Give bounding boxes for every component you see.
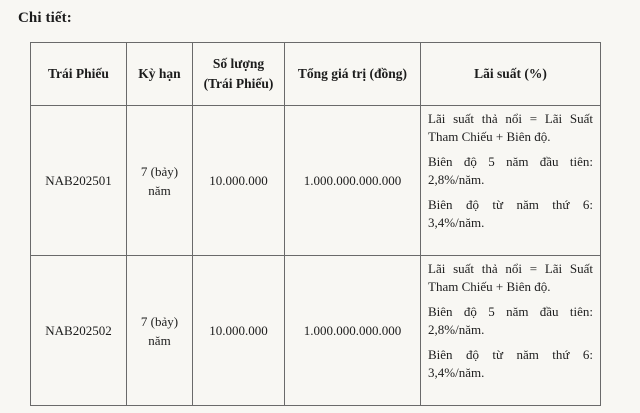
table-header-row <box>31 43 601 106</box>
header-total-value: Tổng giá trị (đồng) <box>285 43 421 106</box>
cell-term-line2: năm <box>148 182 171 198</box>
header-quantity-line2: (Trái Phiếu) <box>203 76 274 91</box>
header-bond: Trái Phiếu <box>31 43 127 106</box>
cell-quantity: 10.000.000 <box>193 256 285 406</box>
cell-rate <box>421 256 601 406</box>
cell-term-line2: năm <box>148 332 171 348</box>
cell-total-value: 1.000.000.000.000 <box>285 256 421 406</box>
cell-total-value: 1.000.000.000.000 <box>285 106 421 256</box>
rate-formula: Lãi suất thả nổi = Lãi Suất Tham Chiếu + Biên độ. <box>428 261 593 294</box>
bond-details-table <box>30 42 601 406</box>
table-row <box>31 106 601 256</box>
cell-bond-code: NAB202502 <box>31 256 127 406</box>
cell-term <box>127 256 193 406</box>
header-quantity <box>193 43 285 106</box>
header-term: Kỳ hạn <box>127 43 193 106</box>
header-rate: Lãi suất (%) <box>421 43 601 106</box>
header-quantity-line1: Số lượng <box>212 56 265 71</box>
cell-bond-code: NAB202501 <box>31 106 127 256</box>
rate-formula: Lãi suất thả nổi = Lãi Suất Tham Chiếu + Biên độ. <box>428 111 593 144</box>
rate-from-year-6: Biên độ từ năm thứ 6: 3,4%/năm. <box>428 347 593 380</box>
section-heading: Chi tiết: <box>18 10 72 26</box>
cell-quantity: 10.000.000 <box>193 106 285 256</box>
rate-first-years: Biên độ 5 năm đầu tiên: 2,8%/năm. <box>428 304 593 337</box>
page-bottom-edge <box>0 407 640 413</box>
cell-term-line1: 7 (bảy) <box>140 163 179 179</box>
cell-term <box>127 106 193 256</box>
rate-first-years: Biên độ 5 năm đầu tiên: 2,8%/năm. <box>428 154 593 187</box>
table-row <box>31 256 601 406</box>
cell-rate <box>421 106 601 256</box>
cell-term-line1: 7 (bảy) <box>140 313 179 329</box>
rate-from-year-6: Biên độ từ năm thứ 6: 3,4%/năm. <box>428 197 593 230</box>
